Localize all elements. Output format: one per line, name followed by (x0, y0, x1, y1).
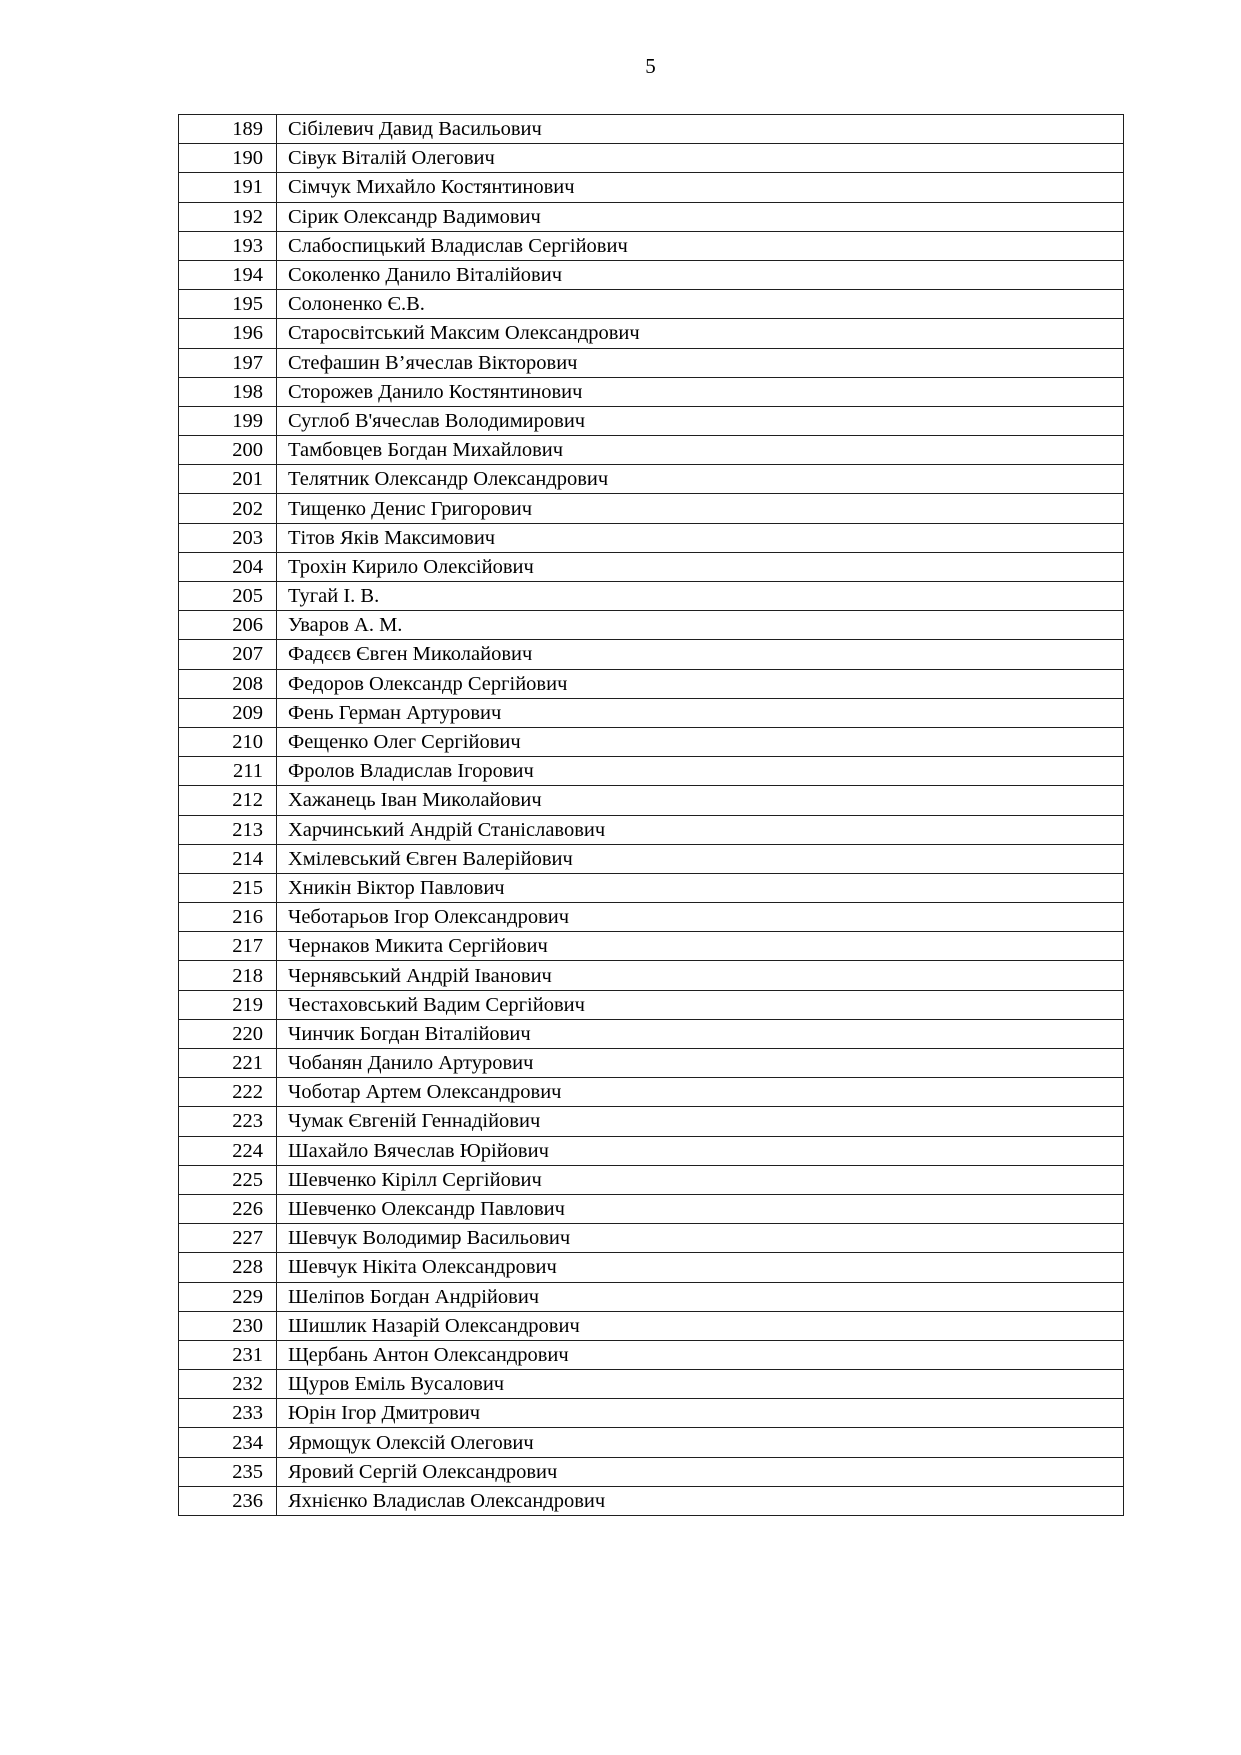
row-number: 200 (179, 436, 277, 465)
row-number: 189 (179, 115, 277, 144)
row-name: Яхнієнко Владислав Олександрович (277, 1486, 1124, 1515)
row-name: Щуров Еміль Вусалович (277, 1370, 1124, 1399)
row-number: 197 (179, 348, 277, 377)
roster-table (178, 114, 1124, 1516)
row-number: 230 (179, 1311, 277, 1340)
row-name: Хникін Віктор Павлович (277, 873, 1124, 902)
row-number: 225 (179, 1165, 277, 1194)
table-row (179, 757, 1124, 786)
row-name: Сівук Віталій Олегович (277, 144, 1124, 173)
row-name: Стефашин В’ячеслав Вікторович (277, 348, 1124, 377)
table-row (179, 231, 1124, 260)
row-number: 205 (179, 582, 277, 611)
row-number: 209 (179, 698, 277, 727)
table-row (179, 202, 1124, 231)
table-row (179, 1340, 1124, 1369)
table-row (179, 115, 1124, 144)
row-name: Чеботарьов Ігор Олександрович (277, 903, 1124, 932)
table-row (179, 1370, 1124, 1399)
row-name: Сібілевич Давид Васильович (277, 115, 1124, 144)
table-row (179, 290, 1124, 319)
row-name: Честаховський Вадим Сергійович (277, 990, 1124, 1019)
row-number: 215 (179, 873, 277, 902)
table-row (179, 640, 1124, 669)
row-name: Фещенко Олег Сергійович (277, 727, 1124, 756)
row-name: Старосвітський Максим Олександрович (277, 319, 1124, 348)
page-number: 5 (645, 54, 656, 78)
row-name: Сімчук Михайло Костянтинович (277, 173, 1124, 202)
table-row (179, 1049, 1124, 1078)
row-number: 223 (179, 1107, 277, 1136)
row-name: Чернявський Андрій Іванович (277, 961, 1124, 990)
table-row (179, 523, 1124, 552)
table-row (179, 873, 1124, 902)
row-number: 204 (179, 552, 277, 581)
row-name: Шеліпов Богдан Андрійович (277, 1282, 1124, 1311)
row-number: 190 (179, 144, 277, 173)
table-row (179, 436, 1124, 465)
row-name: Шевчук Володимир Васильович (277, 1224, 1124, 1253)
row-number: 228 (179, 1253, 277, 1282)
row-number: 214 (179, 844, 277, 873)
table-row (179, 173, 1124, 202)
table-row (179, 319, 1124, 348)
row-number: 229 (179, 1282, 277, 1311)
row-name: Соколенко Данило Віталійович (277, 260, 1124, 289)
row-number: 235 (179, 1457, 277, 1486)
row-number: 217 (179, 932, 277, 961)
row-name: Шевченко Кірілл Сергійович (277, 1165, 1124, 1194)
row-number: 222 (179, 1078, 277, 1107)
table-row (179, 990, 1124, 1019)
table-row (179, 582, 1124, 611)
row-name: Шахайло Вячеслав Юрійович (277, 1136, 1124, 1165)
row-number: 233 (179, 1399, 277, 1428)
table-row (179, 786, 1124, 815)
table-row (179, 844, 1124, 873)
table-row (179, 903, 1124, 932)
row-number: 192 (179, 202, 277, 231)
row-name: Тищенко Денис Григорович (277, 494, 1124, 523)
table-row (179, 669, 1124, 698)
row-name: Тітов Яків Максимович (277, 523, 1124, 552)
table-row (179, 1019, 1124, 1048)
table-row (179, 1311, 1124, 1340)
table-row (179, 465, 1124, 494)
row-name: Чумак Євгеній Геннадійович (277, 1107, 1124, 1136)
row-number: 231 (179, 1340, 277, 1369)
row-number: 193 (179, 231, 277, 260)
table-row (179, 348, 1124, 377)
table-row (179, 1253, 1124, 1282)
table-row (179, 1486, 1124, 1515)
row-name: Шевчук Нікіта Олександрович (277, 1253, 1124, 1282)
row-name: Чинчик Богдан Віталійович (277, 1019, 1124, 1048)
row-name: Уваров А. М. (277, 611, 1124, 640)
row-name: Шевченко Олександр Павлович (277, 1194, 1124, 1223)
row-number: 220 (179, 1019, 277, 1048)
row-name: Трохін Кирило Олексійович (277, 552, 1124, 581)
row-name: Фень Герман Артурович (277, 698, 1124, 727)
row-number: 227 (179, 1224, 277, 1253)
table-row (179, 552, 1124, 581)
row-name: Слабоспицький Владислав Сергійович (277, 231, 1124, 260)
row-number: 206 (179, 611, 277, 640)
row-number: 203 (179, 523, 277, 552)
row-name: Шишлик Назарій Олександрович (277, 1311, 1124, 1340)
row-name: Солоненко Є.В. (277, 290, 1124, 319)
table-row (179, 1165, 1124, 1194)
row-number: 218 (179, 961, 277, 990)
row-name: Ярмощук Олексій Олегович (277, 1428, 1124, 1457)
table-row (179, 815, 1124, 844)
row-name: Хмілевський Євген Валерійович (277, 844, 1124, 873)
row-name: Яровий Сергій Олександрович (277, 1457, 1124, 1486)
row-name: Федоров Олександр Сергійович (277, 669, 1124, 698)
row-number: 208 (179, 669, 277, 698)
row-name: Юрін Ігор Дмитрович (277, 1399, 1124, 1428)
table-row (179, 1194, 1124, 1223)
table-row (179, 698, 1124, 727)
table-row (179, 1399, 1124, 1428)
table-row (179, 260, 1124, 289)
row-name: Хажанець Іван Миколайович (277, 786, 1124, 815)
table-row (179, 406, 1124, 435)
row-number: 212 (179, 786, 277, 815)
row-name: Чернаков Микита Сергійович (277, 932, 1124, 961)
row-name: Телятник Олександр Олександрович (277, 465, 1124, 494)
row-number: 219 (179, 990, 277, 1019)
row-number: 201 (179, 465, 277, 494)
row-name: Чоботар Артем Олександрович (277, 1078, 1124, 1107)
table-row (179, 1282, 1124, 1311)
row-number: 232 (179, 1370, 277, 1399)
table-row (179, 1224, 1124, 1253)
row-number: 198 (179, 377, 277, 406)
row-name: Сторожев Данило Костянтинович (277, 377, 1124, 406)
table-row (179, 1107, 1124, 1136)
row-name: Фролов Владислав Ігорович (277, 757, 1124, 786)
table-row (179, 377, 1124, 406)
table-row (179, 1136, 1124, 1165)
row-number: 213 (179, 815, 277, 844)
row-number: 236 (179, 1486, 277, 1515)
row-number: 234 (179, 1428, 277, 1457)
table-row (179, 1428, 1124, 1457)
row-name: Щербань Антон Олександрович (277, 1340, 1124, 1369)
table-row (179, 611, 1124, 640)
row-name: Чобанян Данило Артурович (277, 1049, 1124, 1078)
row-name: Тугай І. В. (277, 582, 1124, 611)
row-name: Суглоб В'ячеслав Володимирович (277, 406, 1124, 435)
row-number: 210 (179, 727, 277, 756)
row-number: 226 (179, 1194, 277, 1223)
row-number: 191 (179, 173, 277, 202)
row-number: 195 (179, 290, 277, 319)
row-name: Сірик Олександр Вадимович (277, 202, 1124, 231)
table-row (179, 961, 1124, 990)
row-number: 207 (179, 640, 277, 669)
row-name: Фадєєв Євген Миколайович (277, 640, 1124, 669)
table-row (179, 494, 1124, 523)
row-number: 216 (179, 903, 277, 932)
table-row (179, 727, 1124, 756)
table-row (179, 1078, 1124, 1107)
table-row (179, 932, 1124, 961)
row-number: 211 (179, 757, 277, 786)
row-number: 224 (179, 1136, 277, 1165)
row-number: 202 (179, 494, 277, 523)
row-name: Харчинський Андрій Станіславович (277, 815, 1124, 844)
row-name: Тамбовцев Богдан Михайлович (277, 436, 1124, 465)
table-row (179, 1457, 1124, 1486)
row-number: 199 (179, 406, 277, 435)
row-number: 194 (179, 260, 277, 289)
table-row (179, 144, 1124, 173)
row-number: 221 (179, 1049, 277, 1078)
roster-table-body (179, 115, 1124, 1516)
row-number: 196 (179, 319, 277, 348)
